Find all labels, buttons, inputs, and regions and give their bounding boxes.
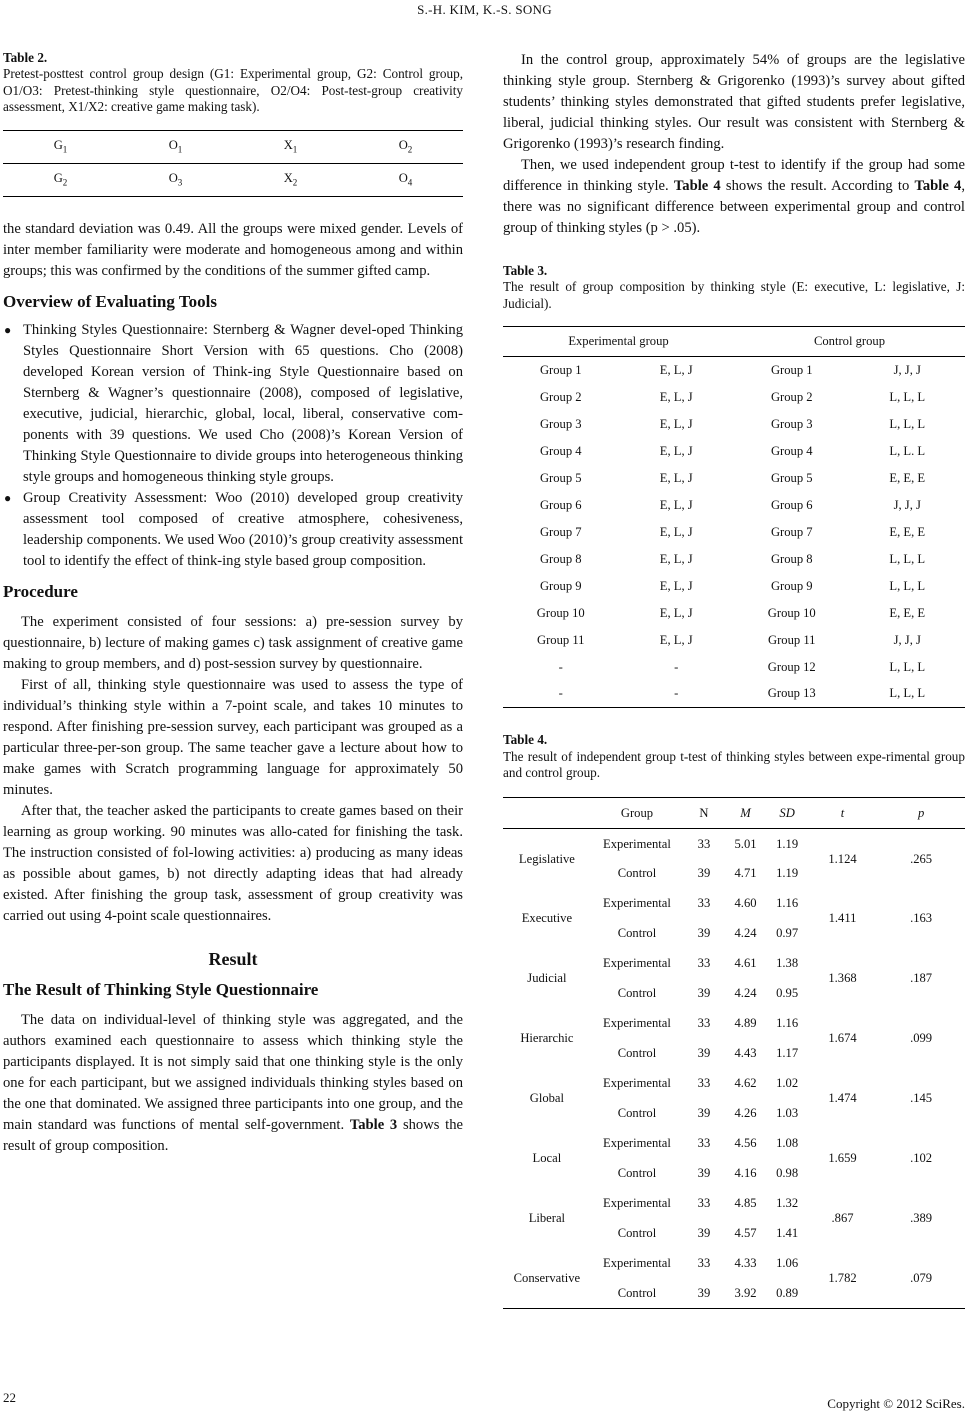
table4-header: t (840, 805, 845, 820)
table4-t-value: 1.411 (828, 911, 857, 926)
table3-cell: Group 3 (770, 416, 813, 431)
table2-cell (348, 130, 463, 163)
table3-cell: J, J, J (893, 362, 921, 377)
table3-cell: E, L, J (659, 470, 693, 485)
thinking-style-name: Hierarchic (520, 1031, 574, 1046)
table-row (503, 492, 965, 519)
table3-cell: E, L, J (659, 578, 693, 593)
table3-cell: Group 9 (539, 578, 582, 593)
table4-p-value: .163 (910, 911, 933, 926)
page-number: 22 (3, 1390, 16, 1405)
table4-cell: 33 (697, 956, 711, 971)
table3-caption (503, 263, 965, 312)
table-row (503, 681, 965, 708)
table4-p-value: .187 (910, 971, 933, 986)
table-row (503, 654, 965, 681)
table-row (503, 438, 965, 465)
table3-cell: E, L, J (659, 524, 693, 539)
bullet-icon: ● (4, 490, 12, 505)
table3-header-control: Control group (813, 334, 885, 349)
table4-cell: 39 (697, 1166, 711, 1181)
table4-t-value: 1.124 (828, 851, 857, 866)
cell-symbol: X (283, 171, 293, 186)
thinking-style-name: Liberal (528, 1211, 566, 1226)
table4-cell: 1.03 (776, 1106, 799, 1121)
cell-symbol: O (168, 138, 178, 153)
table-row (503, 627, 965, 654)
table4-cell: 33 (697, 1076, 711, 1091)
table3-cell: L, L. L (889, 443, 926, 458)
table4-cell: Control (617, 1166, 657, 1181)
thinking-style-name: Legislative (518, 851, 575, 866)
heading-evaluating-tools: Overview of Evaluating Tools (3, 291, 217, 311)
table4-cell: 1.08 (776, 1136, 799, 1151)
table4-cell: 39 (697, 986, 711, 1001)
table3-cell: L, L, L (889, 578, 926, 593)
table3-cell: E, L, J (659, 443, 693, 458)
table4-cell: Control (617, 986, 657, 1001)
table3-cell: Group 6 (539, 497, 582, 512)
table3-cell: Group 3 (539, 416, 582, 431)
cell-subscript: 1 (292, 144, 298, 155)
table4-cell: Experimental (603, 1256, 671, 1271)
table4-cell: 1.38 (776, 956, 799, 971)
table3-cell: E, L, J (659, 605, 693, 620)
table4-cell: 39 (697, 866, 711, 881)
table4-cell: 4.89 (734, 1016, 757, 1031)
table3-cell: E, L, J (659, 389, 693, 404)
table4-cell: 33 (697, 896, 711, 911)
list-item (3, 320, 463, 488)
table3-cell: Group 1 (770, 362, 813, 377)
table3-cell: Group 8 (770, 551, 813, 566)
table4-cell: Control (617, 1106, 657, 1121)
table-row (503, 573, 965, 600)
table3-cell: L, L, L (889, 686, 926, 701)
table4-cell: 39 (697, 1226, 711, 1241)
table3-cell: Group 12 (767, 659, 816, 674)
table4-p-value: .389 (910, 1211, 933, 1226)
table3-cell: E, E, E (889, 470, 926, 485)
table4-cell: 4.62 (734, 1076, 757, 1091)
table4-header: N (699, 805, 709, 820)
table4-t-value: 1.782 (828, 1271, 857, 1286)
table4-cell: 4.85 (734, 1196, 757, 1211)
table-row (503, 357, 965, 384)
table4-header: M (740, 805, 751, 820)
table4-p-value: .102 (910, 1151, 933, 1166)
table3-cell: L, L, L (889, 551, 926, 566)
table4-cell: Experimental (603, 1196, 671, 1211)
table3 (503, 326, 965, 708)
table3-cell: Group 5 (770, 470, 813, 485)
table4-cell: 1.32 (776, 1196, 799, 1211)
table-row (3, 163, 463, 196)
table4-p-value: .099 (910, 1031, 933, 1046)
table2-cell (3, 163, 118, 196)
table4-cell: 4.24 (734, 986, 757, 1001)
table4-reference: Table 4 (914, 178, 962, 194)
table4-cell: 4.60 (734, 896, 757, 911)
table2-cell (3, 130, 118, 163)
table3-cell: Group 4 (770, 443, 813, 458)
table2-caption (3, 50, 463, 116)
ttest-text-b: shows the result. According to (720, 178, 915, 194)
table4-cell: 0.98 (776, 1166, 799, 1181)
table3-cell: E, L, J (659, 362, 693, 377)
thinking-style-name: Conservative (513, 1271, 581, 1286)
table4-cell: 0.97 (776, 926, 799, 941)
table2-label: Table 2. (3, 50, 48, 65)
table4-cell: 4.16 (734, 1166, 757, 1181)
cell-symbol: O (398, 138, 408, 153)
cell-subscript: 2 (292, 177, 298, 188)
table4-cell: 1.19 (776, 836, 799, 851)
table4-t-value: 1.368 (828, 971, 857, 986)
table3-cell: L, L, L (889, 416, 926, 431)
heading-result: Result (208, 948, 258, 969)
table4-cell: 0.89 (776, 1286, 799, 1301)
table4-cell: 3.92 (734, 1286, 757, 1301)
table-row (503, 519, 965, 546)
table4-cell: 33 (697, 1016, 711, 1031)
ttest-text-a: Then, we used independent group t-test to identify if the group had some difference in thinking style. (503, 157, 965, 194)
table4-cell: 0.95 (776, 986, 799, 1001)
table4-cell: 1.16 (776, 1016, 799, 1031)
table4-cell: Control (617, 926, 657, 941)
thinking-style-name: Judicial (527, 971, 567, 986)
table2-caption-text: Pretest-posttest control group design (G1: Experimental group, G2: Control group, O1/O3: Pretest-thinking style questionnaire, O2/O4: Post-test-group creativity assessment, X1/X2: creative game making task). (3, 66, 463, 115)
table4-p-value: .079 (910, 1271, 933, 1286)
table3-cell: Group 10 (767, 605, 816, 620)
table3-cell: Group 11 (768, 632, 816, 647)
table4-cell: Control (617, 1286, 657, 1301)
table4-header (503, 798, 591, 829)
table4-cell: 1.06 (776, 1256, 799, 1271)
table4-t-value: 1.674 (828, 1031, 857, 1046)
table4-cell: 4.57 (734, 1226, 757, 1241)
table3-cell: L, L, L (889, 659, 926, 674)
table3-cell: Group 6 (770, 497, 813, 512)
table3-cell: Group 10 (536, 605, 585, 620)
cell-symbol: G (53, 171, 63, 186)
table4-cell: 5.01 (734, 836, 757, 851)
table4-t-value: 1.659 (828, 1151, 857, 1166)
table3-reference: Table 3 (349, 1116, 398, 1133)
table4-cell: 39 (697, 926, 711, 941)
table4-cell: 4.56 (734, 1136, 757, 1151)
table4-cell: Experimental (603, 896, 671, 911)
right-column (503, 50, 965, 1309)
heading-thinking-style-result: The Result of Thinking Style Questionnaire (3, 979, 319, 999)
table4-header: p (917, 805, 925, 820)
table3-header-experimental: Experimental group (568, 334, 669, 349)
table2-cell (233, 163, 348, 196)
table3-cell: E, E, E (889, 524, 926, 539)
table3-cell: J, J, J (893, 632, 921, 647)
table3-cell: Group 4 (539, 443, 582, 458)
paragraph-procedure-2: First of all, thinking style questionnaire was used to assess the type of individual’s thinking style within a 7-point scale, and takes 10 minutes to respond. After finishing pre-session survey, each participant was grouped as a particular three-per-son group. The same teacher gave a lecture about how to make games with Scratch programming language for approximately 50 minutes. (3, 676, 463, 798)
table3-cell: Group 5 (539, 470, 582, 485)
table3-cell: Group 7 (539, 524, 582, 539)
table3-cell: - (558, 686, 563, 701)
paragraph-procedure-1: The experiment consisted of four sessions: a) pre-session survey by questionnaire, b) lecture of making games c) task assignment of creative game making to group members, and d) post-session survey by questionnaire. (3, 613, 463, 672)
table4 (503, 797, 965, 1309)
table4-p-value: .265 (910, 851, 933, 866)
table3-cell: E, L, J (659, 416, 693, 431)
bullet-text: Group Creativity Assessment: Woo (2010) developed group creativity assessment tool composed of creative atmosphere, cohesiveness, leadership components. We used Woo (2010)’s group creativity assessment tool to identify the effect of think-ing style based group composition. (23, 489, 463, 569)
left-column (3, 50, 463, 1157)
table3-cell: E, E, E (889, 605, 926, 620)
table4-cell: 4.26 (734, 1106, 757, 1121)
table-row (503, 1249, 965, 1279)
table3-cell: Group 2 (539, 389, 582, 404)
table-row (503, 1009, 965, 1039)
table-row (503, 1189, 965, 1219)
result-text: The data on individual-level of thinking style was aggregated, and the authors examined each questionnaire to assess which thinking style the participants displayed. It is not simply said that one thinking style is the only one for each participant, but we assigned individuals thinking styles based on the one that dominated. We assigned three participants into one group, and the main standard was functions of mental self-government. (3, 1011, 463, 1133)
table4-cell: Experimental (603, 1136, 671, 1151)
table4-cell: 39 (697, 1106, 711, 1121)
running-header: S.-H. KIM, K.-S. SONG (417, 2, 552, 17)
table-row (503, 1069, 965, 1099)
table-row (503, 465, 965, 492)
table4-cell: 1.41 (776, 1226, 799, 1241)
thinking-style-name: Global (529, 1091, 565, 1106)
table2-cell (233, 130, 348, 163)
table4-label: Table 4. (503, 732, 548, 748)
paragraph-result (3, 1010, 463, 1157)
thinking-style-name: Local (532, 1151, 562, 1166)
table4-cell: Control (617, 1226, 657, 1241)
table4-cell: 1.17 (776, 1046, 799, 1061)
table4-cell: 4.61 (734, 956, 757, 971)
table-row (503, 1129, 965, 1159)
table-row (503, 411, 965, 438)
table4-header: SD (779, 805, 795, 820)
bullet-text: Thinking Styles Questionnaire: Sternberg & Wagner devel-oped Thinking Styles Questionnaire Short Version with 65 questions. Cho (2008) developed Korean version of Think-ing Style Questionnaire based on Sternberg & Wagner’s questionnaire (2008), composed of legislative, executive, judicial, hierarchic, global, local, liberal, conservative com-ponents with 39 questions. We used Cho (2008)’s Korean Version of Thinking Style Questionnaire to divide groups into heterogeneous thinking style groups and homogeneous thinking style groups. (23, 321, 463, 485)
list-item (3, 488, 463, 572)
tools-list (3, 320, 463, 572)
table4-header: Group (620, 805, 654, 820)
table4-cell: 39 (697, 1286, 711, 1301)
table4-cell: Experimental (603, 1076, 671, 1091)
table2-cell (118, 163, 233, 196)
table4-caption (503, 732, 965, 781)
cell-symbol: O (398, 171, 408, 186)
table4-cell: Experimental (603, 836, 671, 851)
table-row (503, 546, 965, 573)
cell-subscript: 1 (177, 144, 183, 155)
table4-t-value: .867 (831, 1211, 854, 1226)
table4-cell: Control (617, 1046, 657, 1061)
table-row (3, 130, 463, 163)
cell-subscript: 3 (177, 177, 183, 188)
heading-procedure: Procedure (3, 581, 78, 601)
table3-cell: - (674, 686, 679, 701)
paragraph-procedure-3: After that, the teacher asked the participants to create games based on their learning as group working. 90 minutes was allo-cated for finishing the task. The instruction consisted of fol-lowing activities: a) producing as many ideas as possible about games, b) not directly adapting ideas that had already existed. After finishing the group task, assessment of group creativity was carried out using 4-point scale questionnaires. (3, 802, 463, 924)
paragraph-ttest (503, 155, 965, 239)
table3-cell: Group 2 (770, 389, 813, 404)
ttest-text-c: , there was no significant difference between experimental group and control group of thinking styles (p > .05). (503, 178, 965, 236)
table3-cell: Group 9 (770, 578, 813, 593)
table4-reference: Table 4 (673, 178, 721, 194)
table3-cell: - (674, 659, 679, 674)
table4-cell: 1.16 (776, 896, 799, 911)
copyright: Copyright © 2012 SciRes. (827, 1396, 965, 1411)
table4-cell: 33 (697, 1196, 711, 1211)
cell-subscript: 2 (407, 144, 413, 155)
cell-symbol: O (168, 171, 178, 186)
table4-cell: 33 (697, 836, 711, 851)
table3-label: Table 3. (503, 263, 548, 278)
table4-cell: 1.19 (776, 866, 799, 881)
table3-cell: Group 8 (539, 551, 582, 566)
table-row (503, 829, 965, 859)
table4-cell: Control (617, 866, 657, 881)
table-row (503, 889, 965, 919)
bullet-icon: ● (4, 322, 12, 337)
table4-cell: 33 (697, 1256, 711, 1271)
table4-cell: 33 (697, 1136, 711, 1151)
table3-cell: Group 7 (770, 524, 813, 539)
cell-subscript: 2 (62, 177, 68, 188)
table3-cell: Group 13 (767, 686, 816, 701)
thinking-style-name: Executive (521, 911, 573, 926)
table2 (3, 130, 463, 197)
table3-cell: E, L, J (659, 497, 693, 512)
result-text-tail: shows the result of group composition. (3, 1116, 463, 1154)
table4-caption-text: The result of independent group t-test of thinking styles between expe-rimental group and control group. (503, 748, 965, 781)
table3-caption-text: The result of group composition by thinking style (E: executive, L: legislative, J: Judicial). (503, 279, 965, 311)
table2-cell (348, 163, 463, 196)
paragraph-control-group: In the control group, approximately 54% of groups are the legislative thinking style group. Sternberg & Grigorenko (1993)’s survey about gifted students’ thinking styles demonstrated that gifted students prefer legislative, liberal, judicial thinking styles. Our result was consistent with Sternberg & Grigorenko (1993)’s research finding. (503, 52, 965, 152)
table3-cell: - (558, 659, 563, 674)
table4-cell: Experimental (603, 1016, 671, 1031)
table3-cell: Group 11 (537, 632, 585, 647)
table-row (503, 600, 965, 627)
paragraph-participants: the standard deviation was 0.49. All the groups were mixed gender. Levels of inter member familiarity were moderate and homogeneous among and within groups; this was confirmed by the conditions of the summer gifted camp. (3, 220, 463, 279)
table3-cell: E, L, J (659, 551, 693, 566)
table3-cell: L, L, L (889, 389, 926, 404)
table4-cell: 4.24 (734, 926, 757, 941)
table4-cell: 4.43 (734, 1046, 757, 1061)
cell-subscript: 1 (62, 144, 68, 155)
table-row (503, 949, 965, 979)
table3-cell: Group 1 (539, 362, 582, 377)
table4-cell: 1.02 (776, 1076, 799, 1091)
table4-cell: Experimental (603, 956, 671, 971)
table2-cell (118, 130, 233, 163)
cell-symbol: G (53, 138, 63, 153)
table4-cell: 4.71 (734, 866, 757, 881)
table4-p-value: .145 (910, 1091, 933, 1106)
table3-cell: E, L, J (659, 632, 693, 647)
table3-cell: J, J, J (893, 497, 921, 512)
cell-subscript: 4 (407, 177, 413, 188)
cell-symbol: X (283, 138, 293, 153)
table-row (503, 384, 965, 411)
table4-cell: 4.33 (734, 1256, 757, 1271)
table4-cell: 39 (697, 1046, 711, 1061)
table4-t-value: 1.474 (828, 1091, 857, 1106)
